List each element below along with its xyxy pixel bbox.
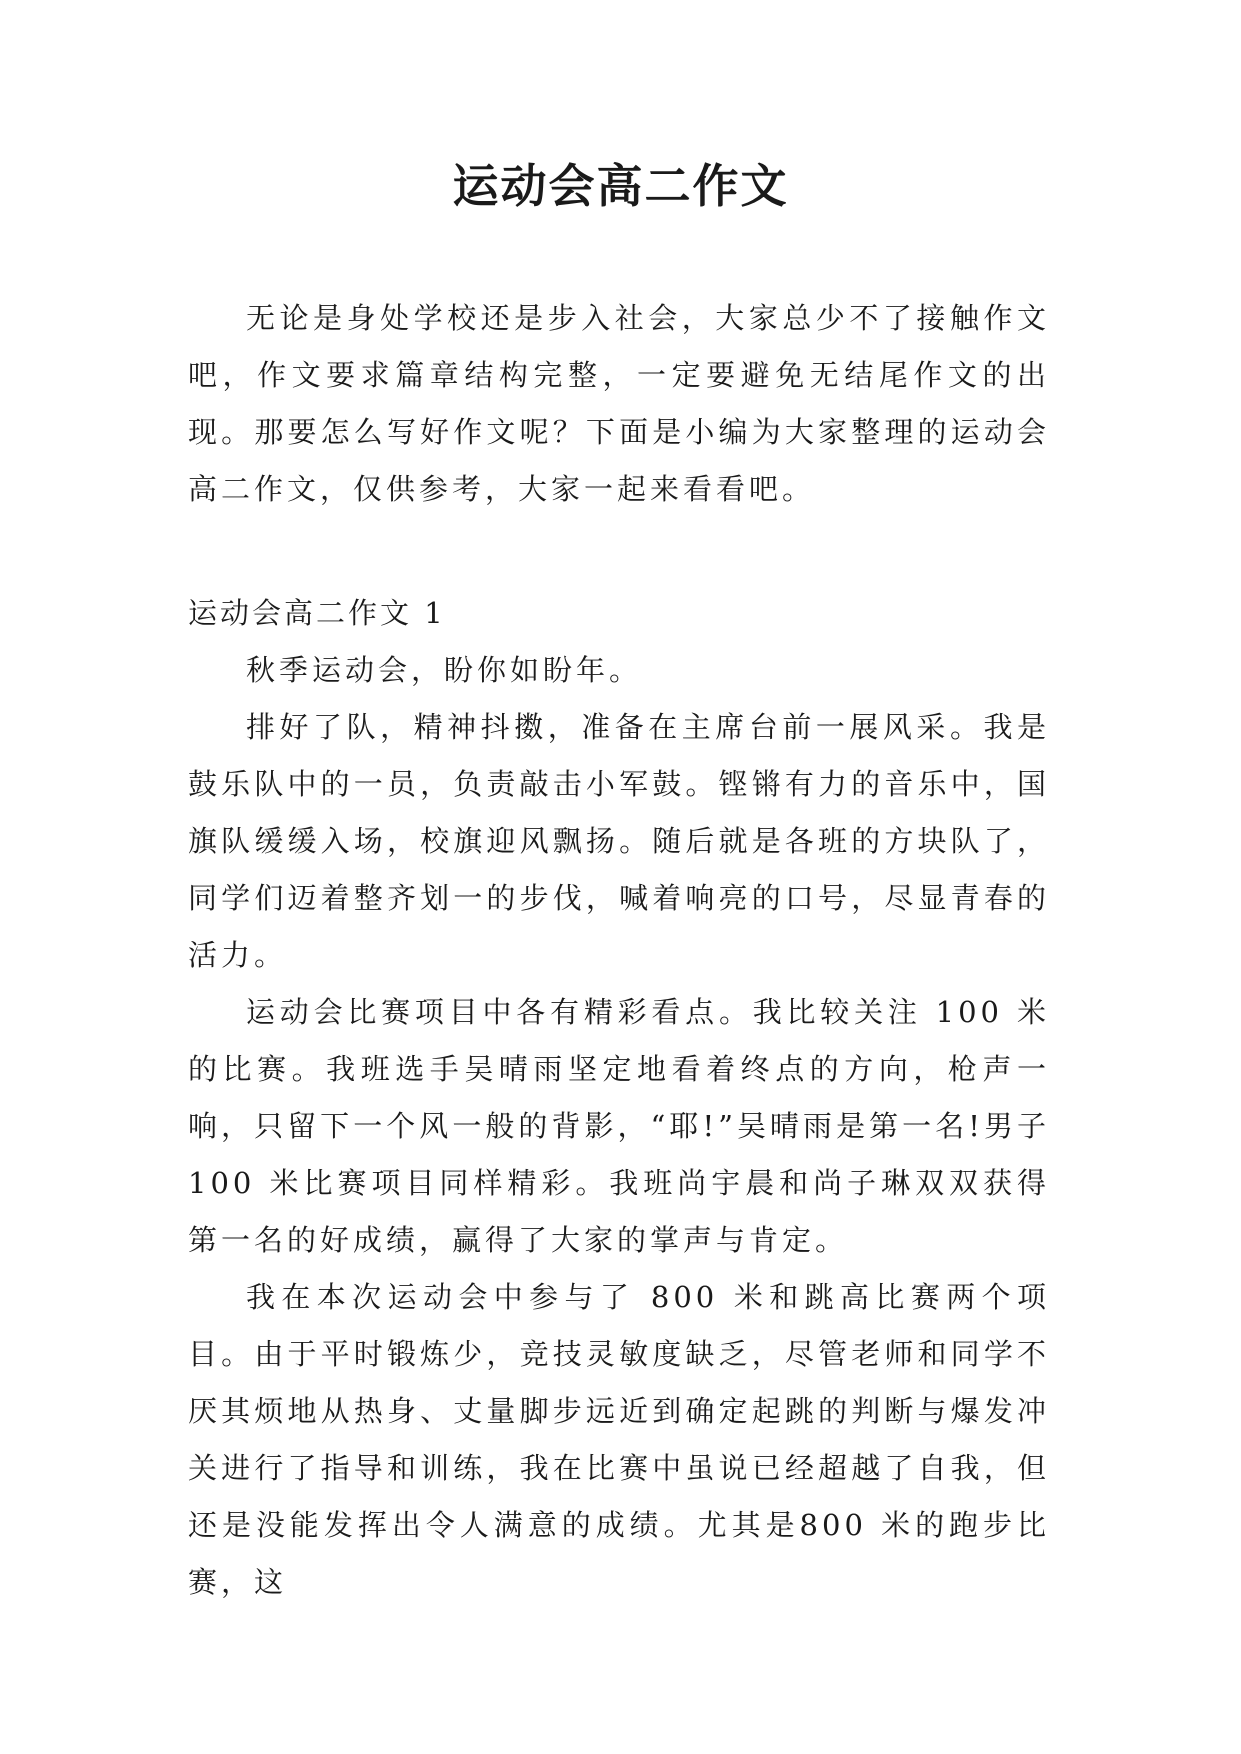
body-paragraph-2: 排好了队，精神抖擞，准备在主席台前一展风采。我是鼓乐队中的一员，负责敲击小军鼓。铿锵有力的音乐中，国旗队缓缓入场，校旗迎风飘扬。随后就是各班的方块队了，同学们迈着整齐划一的步伐，喊着响亮的口号，尽显青春的活力。 xyxy=(188,710,1050,972)
document-body xyxy=(188,290,1050,1611)
body-paragraph-1: 秋季运动会，盼你如盼年。 xyxy=(246,653,643,687)
document-title: 运动会高二作文 xyxy=(452,159,789,213)
intro-paragraph: 无论是身处学校还是步入社会，大家总少不了接触作文吧，作文要求篇章结构完整，一定要避免无结尾作文的出现。那要怎么写好作文呢？下面是小编为大家整理的运动会高二作文，仅供参考，大家一起来看看吧。 xyxy=(188,301,1050,506)
body-paragraph-4: 我在本次运动会中参与了 800 米和跳高比赛两个项目。由于平时锻炼少，竞技灵敏度缺乏，尽管老师和同学不厌其烦地从热身、丈量脚步远近到确定起跳的判断与爆发冲关进行了指导和训练，我在比赛中虽说已经超越了自我，但还是没能发挥出令人满意的成绩。尤其是800 米的跑步比赛，这 xyxy=(188,1280,1050,1599)
section-heading: 运动会高二作文 1 xyxy=(188,596,446,630)
body-paragraph-3: 运动会比赛项目中各有精彩看点。我比较关注 100 米的比赛。我班选手吴晴雨坚定地看着终点的方向，枪声一响，只留下一个风一般的背影，“耶!”吴晴雨是第一名!男子 100 米比赛项目同样精彩。我班尚宇晨和尚子琳双双获得第一名的好成绩，赢得了大家的掌声与肯定。 xyxy=(188,995,1050,1257)
